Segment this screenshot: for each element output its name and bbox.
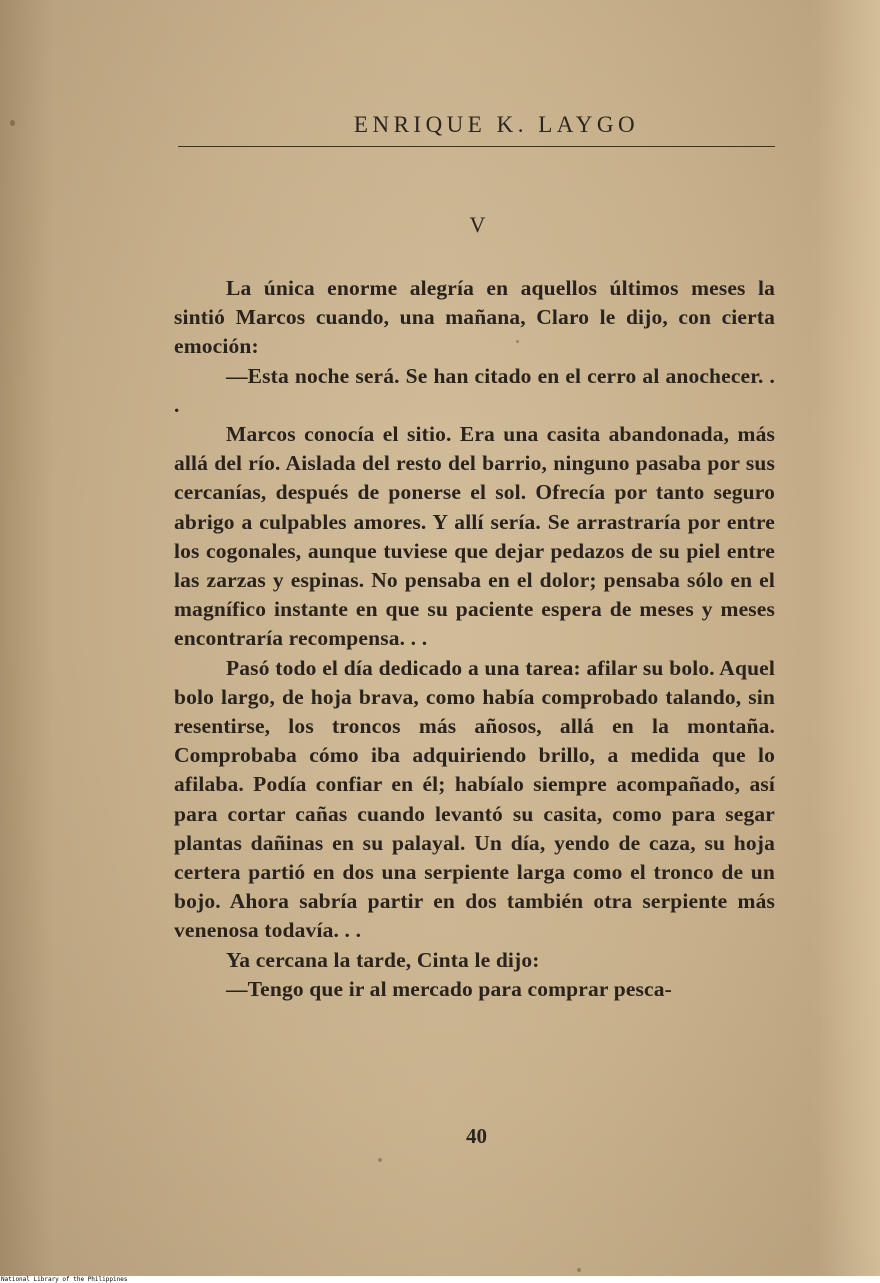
paper-speck xyxy=(577,1268,581,1272)
paper-speck xyxy=(378,1158,382,1162)
header-rule xyxy=(178,146,775,147)
running-head: ENRIQUE K. LAYGO xyxy=(353,112,640,137)
paragraph: La única enorme alegría en aquellos últimos meses la sintió Marcos cuando, una mañana, Claro le dijo, con cierta emoción: xyxy=(174,276,775,359)
paragraph: Ya cercana la tarde, Cinta le dijo: xyxy=(226,947,540,972)
footer-credit: National Library of the Philippines xyxy=(1,1276,128,1283)
paper-speck xyxy=(10,120,15,126)
paragraph: —Esta noche será. Se han citado en el cerro al anochecer. . . xyxy=(174,363,775,417)
paper-speck xyxy=(516,340,519,343)
paragraph: Pasó todo el día dedicado a una tarea: afilar su bolo. Aquel bolo largo, de hoja brava, como había comprobado talando, sin resentirse, los troncos más añosos, allá en la montaña. Comprobaba cómo iba adquiriendo brillo, a medida que lo afilaba. Podía confiar en él; habíalo siempre acompañado, así para cortar cañas cuando levantó su casita, como para segar plantas dañinas en su palayal. Un día, yendo de caza, su hoja certera partió en dos una serpiente larga como el tronco de un bojo. Ahora sabría partir en dos también otra serpiente más venenosa todavía. . . xyxy=(174,655,775,943)
paragraph: —Tengo que ir al mercado para comprar pesca- xyxy=(226,976,672,1001)
chapter-number: V xyxy=(469,212,486,237)
footer-strip xyxy=(0,1276,880,1283)
page-number: 40 xyxy=(466,1124,487,1148)
paragraph: Marcos conocía el sitio. Era una casita abandonada, más allá del río. Aislada del resto del barrio, ninguno pasaba por sus cercanías, después de ponerse el sol. Ofrecía por tanto seguro abrigo a culpables amores. Y allí sería. Se arrastraría por entre los cogonales, aunque tuviese que dejar pedazos de su piel entre las zarzas y espinas. No pensaba en el dolor; pensaba sólo en el magnífico instante en que su paciente espera de meses y meses encontraría recompensa. . . xyxy=(174,422,775,651)
body-text xyxy=(174,274,775,1004)
page-edge-shading xyxy=(820,0,880,1276)
